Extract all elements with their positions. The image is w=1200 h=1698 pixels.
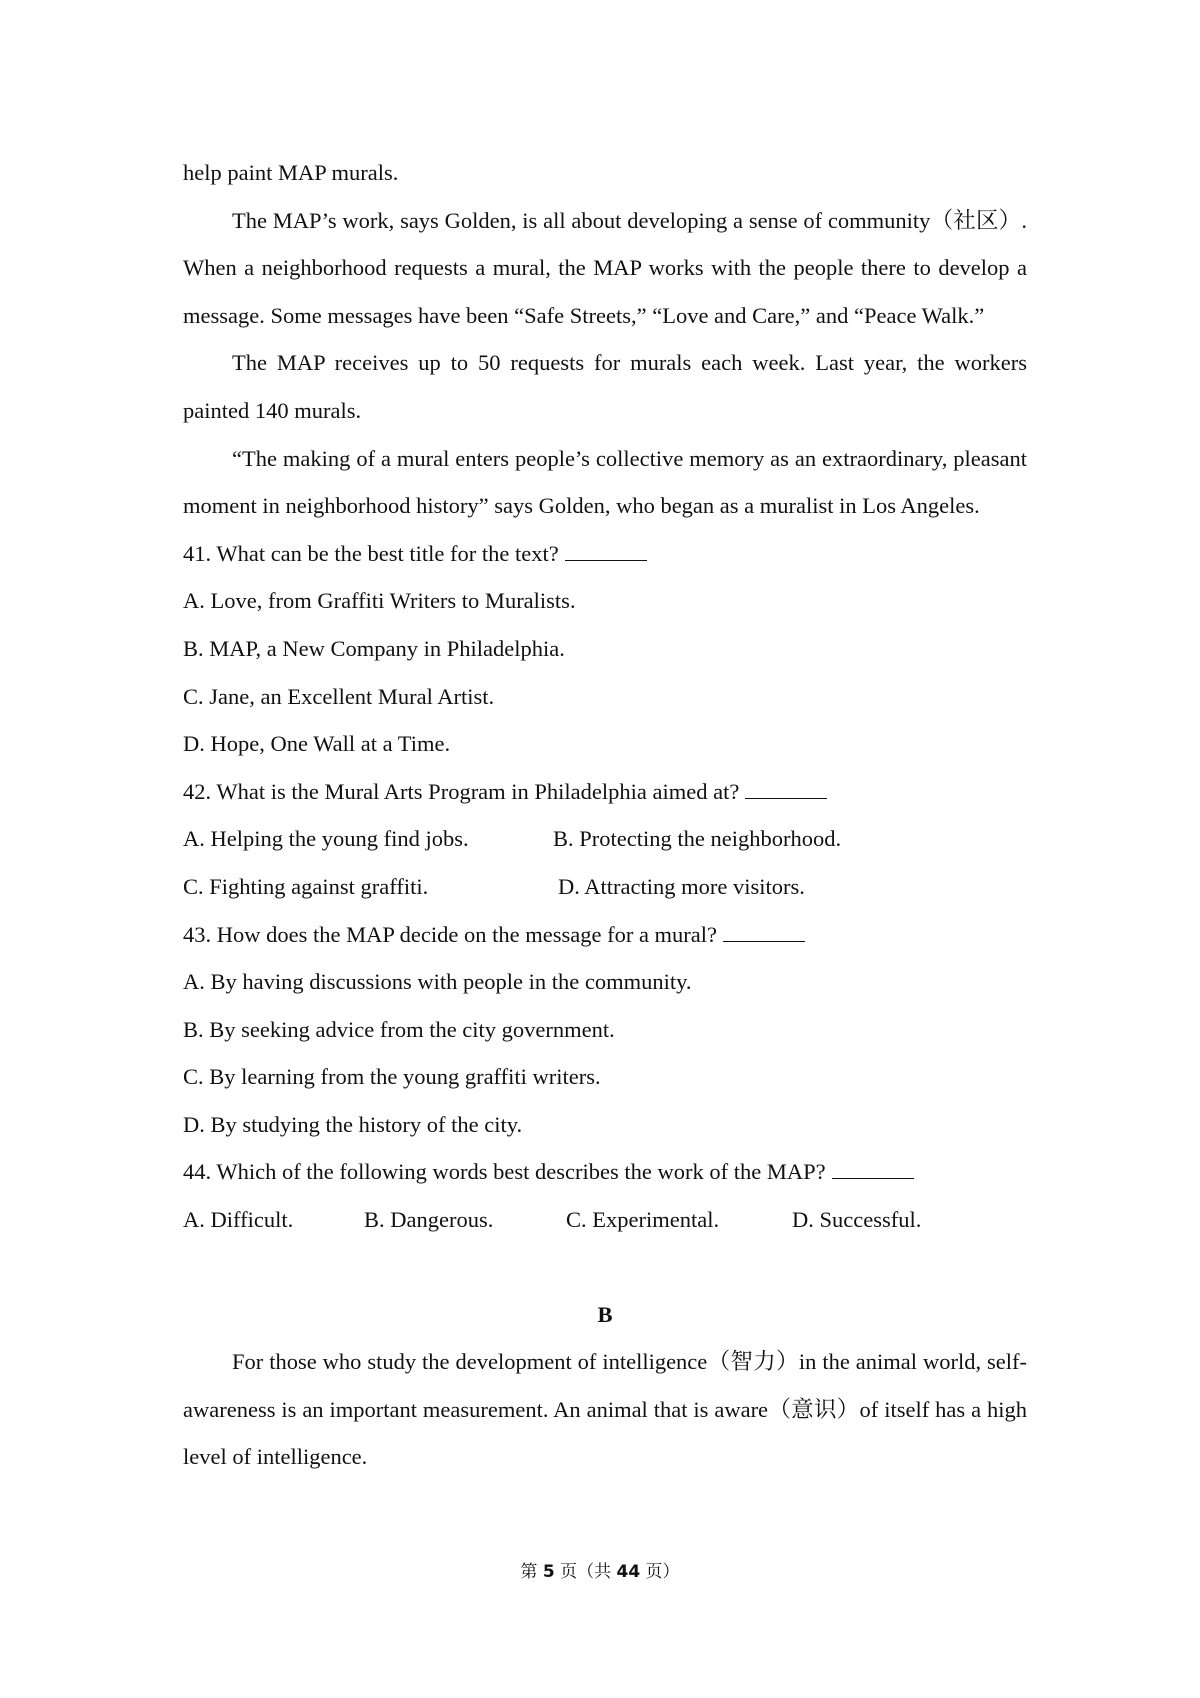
question-43 (183, 911, 1027, 959)
option-43-d: D. By studying the history of the city. (183, 1111, 523, 1137)
footer-suffix: 页） (640, 1562, 680, 1582)
option-41-b: B. MAP, a New Company in Philadelphia. (183, 635, 565, 661)
option-42-b: B. Protecting the neighborhood. (553, 826, 842, 852)
option-43-a: A. By having discussions with people in the community. (183, 969, 692, 995)
passage-a-paragraph-0: help paint MAP murals. (183, 160, 399, 185)
question-44 (183, 1148, 1027, 1196)
question-42-stem: 42. What is the Mural Arts Program in Philadelphia aimed at? (183, 778, 740, 804)
option-44-a: A. Difficult. (183, 1207, 294, 1233)
question-43-stem: 43. How does the MAP decide on the message for a mural? (183, 921, 718, 947)
question-42 (183, 768, 1027, 816)
footer-prefix: 第 (520, 1562, 543, 1582)
option-44-c: C. Experimental. (566, 1207, 720, 1233)
answer-blank-41 (565, 542, 647, 561)
passage-a-paragraph-1: The MAP’s work, says Golden, is all about developing a sense of community（社区）. When a neighborhood requests a mural, the MAP works with the people there to develop a message. Some messages have been “Safe Streets,” “Love and Care,” and “Peace Walk.” (183, 207, 1027, 328)
footer-page-number: 5 (542, 1562, 555, 1582)
footer-total-pages: 44 (616, 1562, 641, 1582)
option-41-d: D. Hope, One Wall at a Time. (183, 731, 451, 757)
option-44-d: D. Successful. (792, 1207, 922, 1233)
option-41-c: C. Jane, an Excellent Mural Artist. (183, 683, 495, 709)
answer-blank-44 (832, 1160, 914, 1179)
passage-a-paragraph-2: The MAP receives up to 50 requests for murals each week. Last year, the workers painted 140 murals. (183, 350, 1027, 423)
option-43-c: C. By learning from the young graffiti writers. (183, 1064, 601, 1090)
page-footer (0, 1557, 1200, 1582)
option-41-a: A. Love, from Graffiti Writers to Muralists. (183, 588, 576, 614)
question-41 (183, 530, 1027, 578)
option-42-c: C. Fighting against graffiti. (183, 873, 429, 899)
option-43-b: B. By seeking advice from the city government. (183, 1016, 615, 1042)
footer-middle: 页（共 (554, 1562, 617, 1582)
answer-blank-42 (745, 780, 827, 799)
answer-blank-43 (723, 923, 805, 942)
options-row-44 (183, 1196, 1027, 1244)
passage-a-paragraph-3: “The making of a mural enters people’s collective memory as an extraordinary, pleasant moment in neighborhood history” says Golden, who began as a muralist in Los Angeles. (183, 445, 1027, 519)
options-row-42-cd (183, 863, 1027, 911)
question-44-stem: 44. Which of the following words best describes the work of the MAP? (183, 1159, 826, 1185)
section-b-title: B (597, 1301, 613, 1327)
question-41-stem: 41. What can be the best title for the text? (183, 540, 559, 566)
options-row-42-ab (183, 815, 1027, 863)
section-b-paragraph-1: For those who study the development of intelligence（智力）in the animal world, self-awareness is an important measurement. An animal that is aware（意识）of itself has a high level of intelligence. (183, 1349, 1027, 1470)
option-42-a: A. Helping the young find jobs. (183, 826, 469, 852)
page-content (183, 149, 1027, 1481)
option-44-b: B. Dangerous. (364, 1207, 494, 1233)
option-42-d: D. Attracting more visitors. (558, 873, 805, 899)
